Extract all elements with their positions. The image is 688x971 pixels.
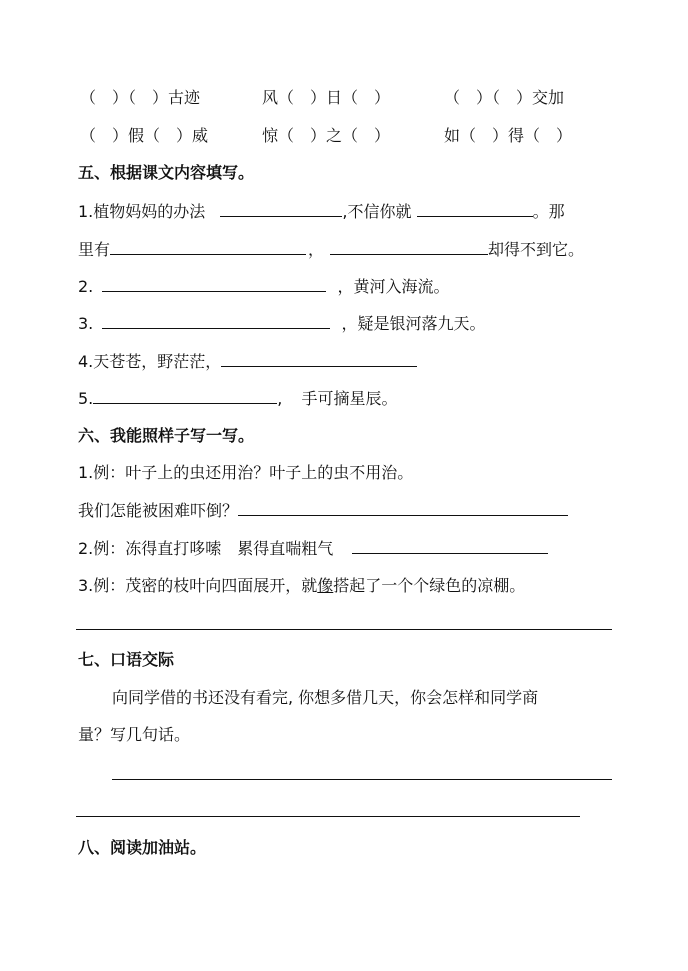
- s7-prompt-line1: 向同学借的书还没有看完, 你想多借几天，你会怎样和同学商: [112, 688, 539, 707]
- s6-ex3-underlined: 像: [317, 576, 334, 595]
- s7-prompt-line2: 量？写几句话。: [78, 725, 191, 744]
- idiom-1-1: （ ）（ ）古迹: [80, 88, 201, 107]
- s5-q3-blank[interactable]: [102, 313, 330, 329]
- idiom-1-3: （ ）（ ）交加: [444, 88, 565, 107]
- section6-heading: 六、我能照样子写一写。: [78, 426, 255, 445]
- s6-q3-answer-line[interactable]: [76, 629, 612, 630]
- s5-q1-text-f: 却得不到它。: [488, 240, 585, 259]
- s6-q1-blank[interactable]: [238, 500, 568, 516]
- s5-q1-blank-2[interactable]: [417, 201, 533, 217]
- s6-q1: [78, 500, 568, 521]
- s5-q5-text-b: ,: [277, 389, 283, 408]
- s5-q3-text-b: ，疑是银河落九天。: [341, 314, 486, 333]
- s5-q1-text-d: 里有: [78, 240, 111, 259]
- s5-q5: [78, 388, 397, 409]
- s5-q1-text-a: 1.植物妈妈的办法: [78, 202, 206, 221]
- s5-q4: [78, 351, 417, 372]
- idiom-2-3: 如（ ）得（ ）: [444, 126, 573, 145]
- idiom-2-2: 惊（ ）之（ ）: [262, 126, 391, 145]
- s5-q1-blank-3[interactable]: [110, 239, 306, 255]
- s6-ex2-text: 2.例：冻得直打哆嗦 累得直喘粗气: [78, 539, 334, 558]
- s5-q1-blank-4[interactable]: [330, 239, 488, 255]
- s5-q5-text-c: 手可摘星辰。: [301, 389, 398, 408]
- s5-q2-blank[interactable]: [102, 276, 326, 292]
- s5-q4-blank[interactable]: [221, 351, 417, 367]
- s6-ex3-text-a: 3.例：茂密的枝叶向四面展开，就: [78, 576, 318, 595]
- s5-q4-text-a: 4.天苍苍，野茫茫，: [78, 352, 222, 371]
- section5-heading: 五、根据课文内容填写。: [78, 163, 255, 182]
- s6-example-1: 1.例：叶子上的虫还用治？叶子上的虫不用治。: [78, 463, 414, 482]
- s6-example-3: [78, 576, 525, 596]
- s5-q1-text-b: ,不信你就: [342, 202, 412, 221]
- s6-example-2: [78, 538, 548, 559]
- s6-q2-blank[interactable]: [352, 538, 548, 554]
- s5-q3: [78, 313, 485, 334]
- s5-q2: [78, 276, 449, 297]
- s7-answer-line-2[interactable]: [76, 816, 580, 817]
- s5-q1-text-c: 。那: [532, 202, 565, 221]
- s5-q1-blank-1[interactable]: [220, 201, 342, 217]
- s5-q1-line2: [78, 239, 584, 260]
- s5-q3-text-a: 3.: [78, 314, 94, 333]
- s5-q1-line1: [78, 201, 565, 222]
- section8-heading: 八、阅读加油站。: [78, 838, 207, 857]
- s6-q1-prompt: 我们怎能被困难吓倒？: [78, 501, 239, 520]
- idiom-2-1: （ ）假（ ）威: [80, 126, 209, 145]
- s6-ex3-text-c: 搭起了一个个绿色的凉棚。: [333, 576, 526, 595]
- s5-q5-blank[interactable]: [93, 388, 277, 404]
- s5-q1-text-e: ，: [308, 240, 325, 259]
- section7-heading: 七、口语交际: [78, 650, 175, 669]
- s5-q5-text-a: 5.: [78, 389, 94, 408]
- s5-q2-text-b: ，黄河入海流。: [337, 277, 450, 296]
- s7-answer-line-1[interactable]: [112, 779, 612, 780]
- s5-q2-text-a: 2.: [78, 277, 94, 296]
- idiom-1-2: 风（ ）日（ ）: [262, 88, 391, 107]
